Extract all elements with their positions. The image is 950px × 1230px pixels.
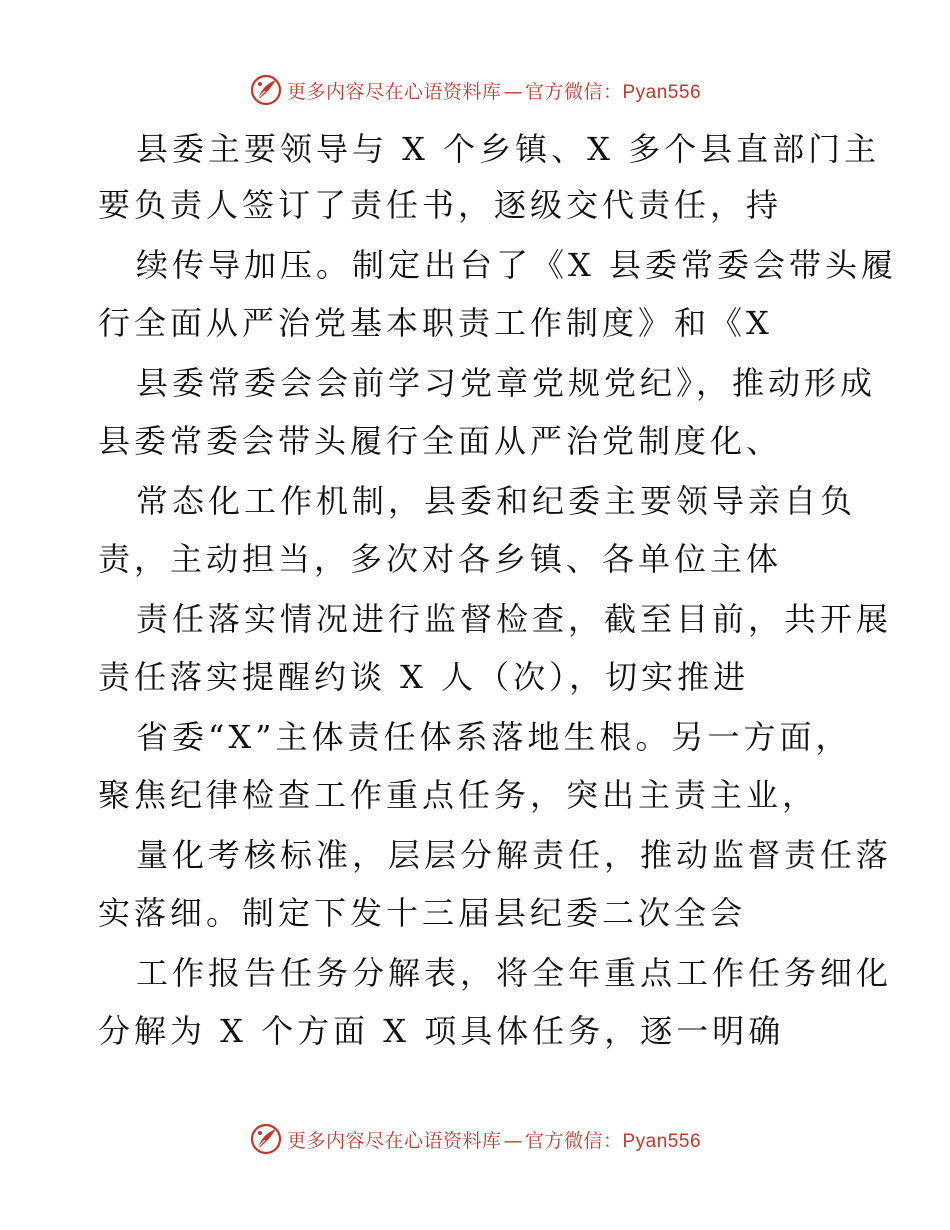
banner-wechat-label: 官方微信： xyxy=(524,80,623,103)
banner-slogan: 更多内容尽在心语资料库 xyxy=(286,80,502,103)
text-line: 分解为 X 个方面 X 项具体任务，逐一明确 xyxy=(98,1012,785,1050)
header-banner xyxy=(0,70,950,110)
text-line: 实落细。制定下发十三届县纪委二次全会 xyxy=(98,894,747,932)
banner-text xyxy=(287,1126,701,1153)
text-line: 续传导加压。制定出台了《X 县委常委会带头履 xyxy=(136,246,897,284)
text-line: 聚焦纪律检查工作重点任务，突出主责主业， xyxy=(98,776,819,814)
text-line: 县委常委会带头履行全面从严治党制度化、 xyxy=(98,422,783,460)
banner-separator: — xyxy=(503,80,523,103)
text-line: 行全面从严治党基本职责工作制度》和《X xyxy=(98,304,773,342)
text-line: 责任落实提醒约谈 X 人（次），切实推进 xyxy=(98,658,750,696)
text-line: 量化考核标准，层层分解责任，推动监督责任落 xyxy=(136,836,893,874)
footer-banner xyxy=(0,1119,950,1159)
text-line: 工作报告任务分解表，将全年重点工作任务细化 xyxy=(136,954,893,992)
text-line: 常态化工作机制，县委和纪委主要领导亲自负 xyxy=(136,482,857,520)
banner-wechat-id: Pyan556 xyxy=(622,81,702,103)
text-line: 省委“X”主体责任体系落地生根。另一方面， xyxy=(136,718,852,756)
banner-slogan: 更多内容尽在心语资料库 xyxy=(286,1129,502,1152)
banner-separator: — xyxy=(503,1129,523,1152)
banner-wechat-label: 官方微信： xyxy=(524,1129,623,1152)
text-line: 县委主要领导与 X 个乡镇、X 多个县直部门主 xyxy=(136,130,881,168)
text-line: 责，主动担当，多次对各乡镇、各单位主体 xyxy=(98,540,783,578)
banner-text xyxy=(287,77,701,104)
text-line: 县委常委会会前学习党章党规党纪》，推动形成 xyxy=(136,364,877,402)
text-line: 责任落实情况进行监督检查，截至目前，共开展 xyxy=(136,600,893,638)
feather-pen-logo-icon xyxy=(249,73,283,107)
banner-wechat-id: Pyan556 xyxy=(622,1130,702,1152)
text-line: 要负责人签订了责任书，逐级交代责任，持 xyxy=(98,186,783,224)
feather-pen-logo-icon xyxy=(249,1122,283,1156)
